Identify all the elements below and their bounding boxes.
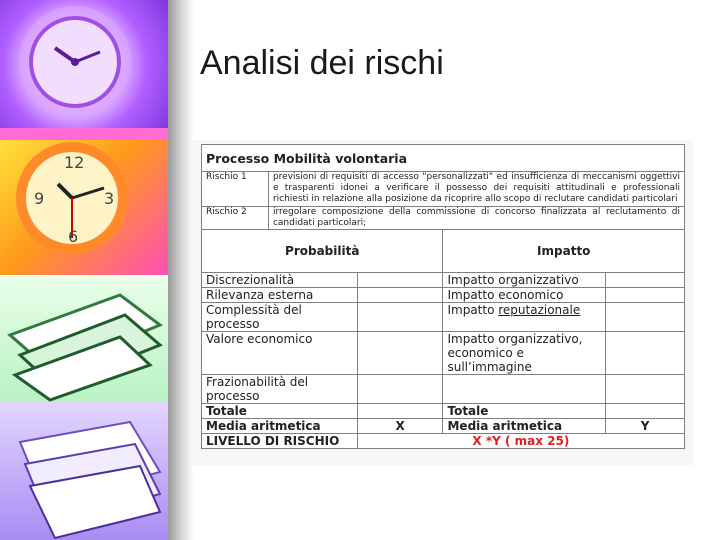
impact-value-cell <box>606 288 685 303</box>
risk-label: Rischio 1 <box>202 172 269 207</box>
svg-text:6: 6 <box>68 227 79 246</box>
impact-total-label: Totale <box>443 404 606 419</box>
probability-item: Valore economico <box>202 332 358 375</box>
clock-icon <box>0 140 168 275</box>
risk-row <box>202 172 685 207</box>
impact-item: Impatto organizzativo, economico e sull’immagine <box>443 332 606 375</box>
impact-header: Impatto <box>443 230 685 273</box>
books-icon <box>0 275 168 402</box>
impact-prefix: Impatto <box>447 303 499 317</box>
risk-text: previsioni di requisiti di accesso "personalizzati" ed insufficienza di meccanismi oggettivi e trasparenti idonei a verificare il possesso dei requisiti attitudinali e professionali richiesti in relazione alla posizione da ricoprire allo scopo di reclutare candidati particolari <box>268 172 684 207</box>
impact-value-cell <box>606 332 685 375</box>
probability-value-cell <box>357 375 443 404</box>
impact-item <box>443 303 606 332</box>
table-row <box>202 303 685 332</box>
decorative-image-strip <box>0 0 168 540</box>
table-row <box>202 332 685 375</box>
impact-total-value <box>606 404 685 419</box>
purple-papers-image <box>0 402 168 540</box>
svg-text:9: 9 <box>34 189 45 208</box>
table-row <box>202 375 685 404</box>
column-header-row <box>202 230 685 273</box>
impact-item: Impatto organizzativo <box>443 273 606 288</box>
svg-text:12: 12 <box>64 153 85 172</box>
probability-value-cell <box>357 273 443 288</box>
probability-value-cell <box>357 303 443 332</box>
risk-level-formula: X *Y ( max 25) <box>357 434 684 449</box>
probability-item: Frazionabilità del processo <box>202 375 358 404</box>
probability-header: Probabilità <box>202 230 443 273</box>
probability-mean-label: Media aritmetica <box>202 419 358 434</box>
svg-text:3: 3 <box>104 189 115 208</box>
probability-item: Complessità del processo <box>202 303 358 332</box>
risk-level-row <box>202 434 685 449</box>
impact-underlined-word: reputazionale <box>498 303 581 317</box>
table-row <box>202 273 685 288</box>
green-books-image <box>0 275 168 402</box>
probability-item: Rilevanza esterna <box>202 288 358 303</box>
probability-value-cell <box>357 288 443 303</box>
impact-item <box>443 375 606 404</box>
process-title: Processo Mobilità volontaria <box>202 145 685 172</box>
mean-row <box>202 419 685 434</box>
total-row <box>202 404 685 419</box>
impact-mean-value: Y <box>606 419 685 434</box>
orange-clock-image <box>0 140 168 275</box>
clock-icon <box>0 0 168 140</box>
papers-icon <box>0 402 168 540</box>
impact-value-cell <box>606 303 685 332</box>
probability-item: Discrezionalità <box>202 273 358 288</box>
risk-level-label: LIVELLO DI RISCHIO <box>202 434 358 449</box>
slide-title: Analisi dei rischi <box>200 44 444 82</box>
process-row <box>202 145 685 172</box>
risk-row <box>202 207 685 230</box>
risk-text: irregolare composizione della commissione di concorso finalizzata al reclutamento di candidati particolari; <box>268 207 684 230</box>
strip-shadow <box>168 0 194 540</box>
risk-analysis-table <box>201 144 685 449</box>
impact-item: Impatto economico <box>443 288 606 303</box>
impact-value-cell <box>606 375 685 404</box>
impact-mean-label: Media aritmetica <box>443 419 606 434</box>
probability-total-value <box>357 404 443 419</box>
impact-value-cell <box>606 273 685 288</box>
probability-value-cell <box>357 332 443 375</box>
probability-mean-value: X <box>357 419 443 434</box>
probability-total-label: Totale <box>202 404 358 419</box>
risk-label: Rischio 2 <box>202 207 269 230</box>
table-row <box>202 288 685 303</box>
purple-clock-image <box>0 0 168 140</box>
